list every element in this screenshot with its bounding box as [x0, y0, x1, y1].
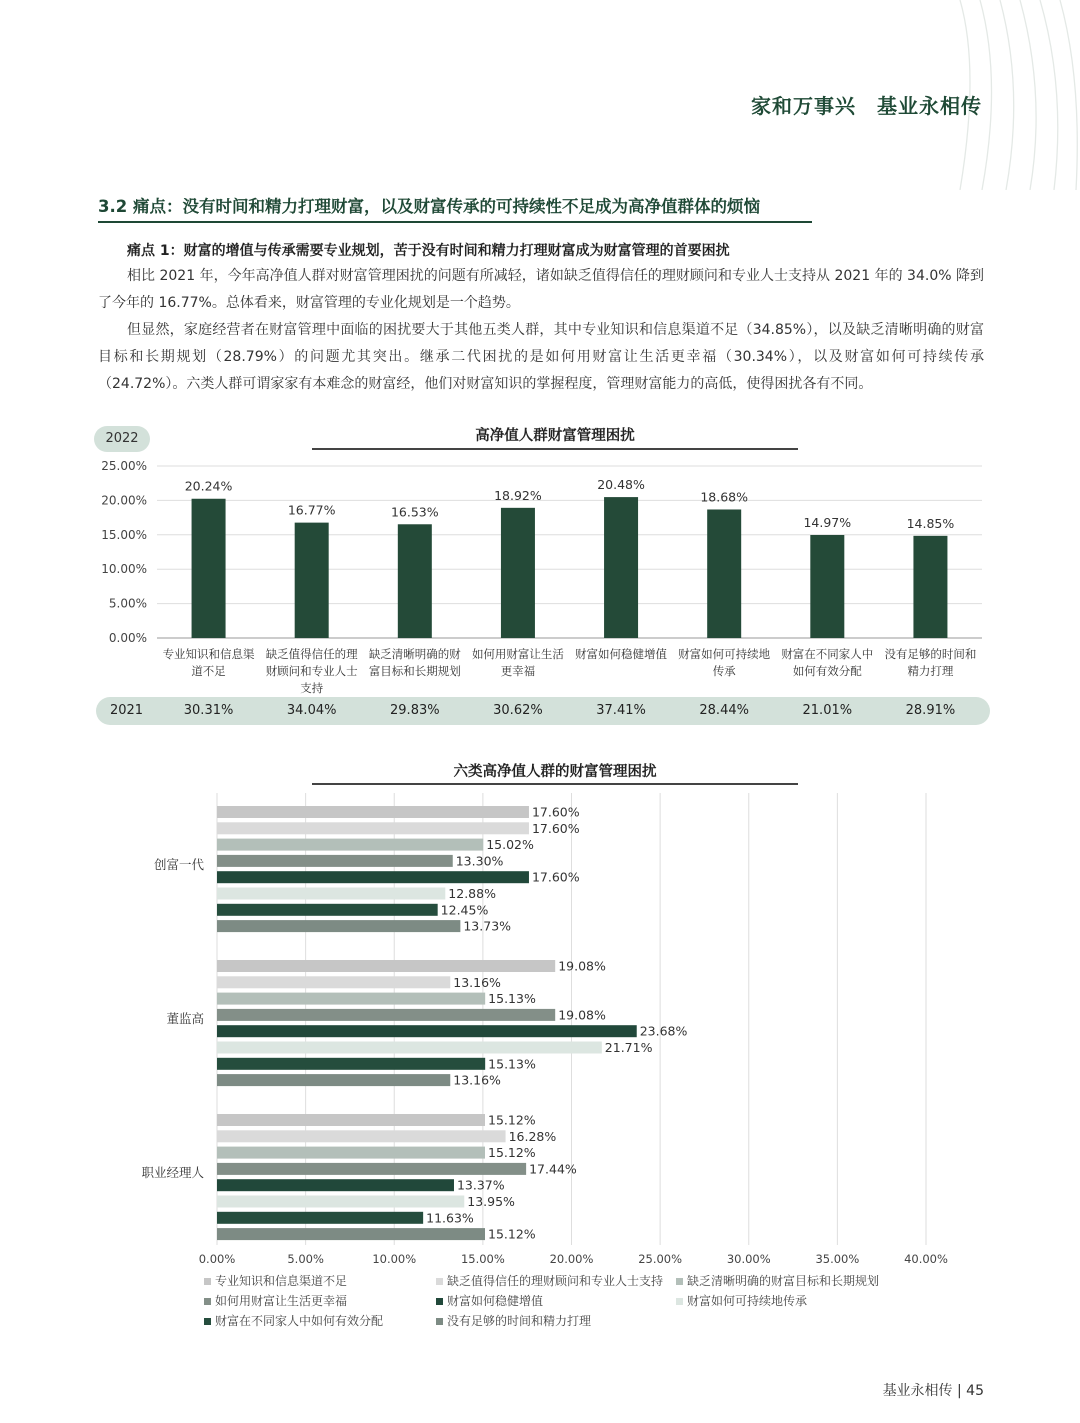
comparison-row-value: 29.83%	[390, 703, 440, 718]
legend-item	[676, 1292, 807, 1309]
legend-item	[436, 1312, 591, 1329]
y-tick-label: 10.00%	[101, 562, 147, 577]
x-category-label: 专业知识和信息渠	[162, 647, 255, 661]
y-tick-label: 5.00%	[108, 596, 147, 611]
hbar-value-label: 13.30%	[455, 853, 504, 869]
hbar-value-label: 13.16%	[453, 974, 501, 990]
x-category-label: 传承	[712, 664, 736, 678]
header-motto: 家和万事兴 基业永相传	[751, 94, 982, 118]
bar-value-label: 18.68%	[700, 489, 749, 505]
comparison-row-label: 2021	[109, 703, 144, 718]
hbar-value-label: 12.45%	[440, 902, 489, 918]
x-tick-label: 40.00%	[904, 1252, 948, 1266]
x-tick-label: 35.00%	[815, 1252, 860, 1266]
group-label: 创富一代	[153, 857, 204, 873]
hbar-value-label: 12.88%	[448, 886, 496, 901]
legend-swatch	[676, 1298, 683, 1305]
x-category-label: 如何用财富让生活	[471, 647, 564, 661]
hbar	[217, 993, 485, 1005]
pain-point-heading: 痛点 1：财富的增值与传承需要专业规划，苦于没有时间和精力打理财富成为财富管理的首要困扰	[127, 243, 730, 259]
x-tick-label: 0.00%	[198, 1252, 236, 1266]
comparison-row-value: 37.41%	[596, 703, 646, 718]
hbar	[217, 1009, 555, 1021]
paragraph-2: 但显然，家庭经营者在财富管理中面临的困扰要大于其他五类人群，其中专业知识和信息渠道不足（34.85%），以及缺乏清晰明确的财富目标和长期规划（28.79%）的问题尤其突出。继承二代困扰的是如何用财富让生活更幸福（30.34%），以及财富如何可持续传承（24.72%）。六类人群可谓家家有本难念的财富经，他们对财富知识的掌握程度，管理财富能力的高低，使得困扰各有不同。	[98, 322, 984, 392]
hbar	[217, 1058, 485, 1070]
hbar-value-label: 17.60%	[531, 869, 580, 885]
hbar	[217, 904, 438, 916]
hbar-value-label: 15.12%	[488, 1112, 536, 1128]
hbar	[217, 1196, 464, 1208]
x-category-label: 财顾问和专业人士	[265, 664, 358, 678]
hbar-value-label: 23.68%	[639, 1023, 688, 1039]
x-tick-label: 10.00%	[372, 1252, 417, 1266]
x-category-label: 如何有效分配	[792, 664, 862, 678]
hbar	[217, 822, 529, 834]
hbar-value-label: 15.13%	[488, 991, 536, 1007]
bar-value-label: 14.85%	[906, 515, 955, 531]
y-tick-label: 20.00%	[101, 493, 147, 508]
bar-chart-title: 高净值人群财富管理困扰	[475, 428, 635, 444]
hbar	[217, 1074, 450, 1086]
x-category-label: 财富如何稳健增值	[575, 647, 668, 661]
group-label: 董监高	[166, 1011, 204, 1027]
x-category-label: 缺乏清晰明确的财	[368, 647, 461, 661]
hbar	[217, 1042, 602, 1054]
x-tick-label: 5.00%	[287, 1252, 324, 1266]
x-tick-label: 20.00%	[549, 1252, 594, 1266]
legend-label: 缺乏值得信任的理财顾问和专业人士支持	[447, 1274, 664, 1288]
comparison-row-value: 34.04%	[286, 703, 337, 718]
hbar	[217, 855, 453, 867]
legend-swatch	[436, 1298, 443, 1305]
hbar	[217, 960, 555, 972]
legend-label: 财富如何可持续地传承	[687, 1294, 808, 1308]
bar-value-label: 20.48%	[597, 477, 645, 493]
x-category-label: 富目标和长期规划	[368, 664, 461, 678]
legend-item	[204, 1292, 347, 1309]
x-tick-label: 15.00%	[460, 1252, 505, 1266]
comparison-row-value: 30.31%	[183, 703, 234, 718]
legend-label: 没有足够的时间和精力打理	[447, 1314, 592, 1328]
bar-value-label: 18.92%	[494, 487, 542, 503]
hbar-value-label: 15.12%	[488, 1226, 536, 1242]
hbar	[217, 888, 445, 900]
hbar	[217, 1163, 526, 1175]
hbar-value-label: 13.16%	[453, 1072, 501, 1088]
legend-label: 专业知识和信息渠道不足	[215, 1274, 348, 1288]
hbar-value-label: 13.37%	[456, 1177, 505, 1193]
hbar	[217, 806, 529, 818]
legend-item	[204, 1312, 383, 1329]
hbar-value-label: 21.71%	[604, 1040, 653, 1055]
hbar-value-label: 15.12%	[488, 1145, 536, 1161]
comparison-row-value: 21.01%	[802, 703, 853, 718]
y-tick-label: 0.00%	[108, 631, 147, 645]
hbar-value-label: 11.63%	[426, 1210, 474, 1226]
hbar	[217, 1130, 506, 1142]
hbar	[217, 920, 460, 932]
legend-item	[436, 1272, 663, 1289]
hbar-value-label: 17.60%	[531, 804, 580, 820]
legend-swatch	[436, 1318, 443, 1325]
hbar-value-label: 19.08%	[558, 1007, 606, 1023]
bar-value-label: 20.24%	[184, 478, 233, 494]
bar-value-label: 16.53%	[390, 504, 439, 520]
hbar	[217, 1212, 423, 1224]
legend-swatch	[204, 1318, 211, 1325]
bar-value-label: 16.77%	[287, 502, 336, 518]
paragraph-1: 相比 2021 年，今年高净值人群对财富管理困扰的问题有所减轻，诸如缺乏值得信任的理财顾问和专业人士支持从 2021 年的 34.0% 降到了今年的 16.77%。总体看来，财富管理的专业化规划是一个趋势。	[98, 268, 984, 311]
y-tick-label: 15.00%	[101, 527, 147, 542]
page-footer: 基业永相传 | 45	[882, 1383, 984, 1399]
x-category-label: 财富如何可持续地	[678, 647, 771, 661]
bar-value-label: 14.97%	[803, 515, 852, 531]
section-title: 3.2 痛点：没有时间和精力打理财富，以及财富传承的可持续性不足成为高净值群体的烦恼	[98, 197, 760, 216]
x-category-label: 道不足	[191, 664, 226, 678]
hbar-value-label: 19.08%	[558, 958, 606, 974]
x-category-label: 财富在不同家人中	[781, 647, 874, 661]
y-tick-label: 25.00%	[101, 459, 147, 473]
comparison-row-value: 28.44%	[699, 703, 749, 718]
group-label: 职业经理人	[141, 1165, 204, 1181]
legend-swatch	[204, 1298, 211, 1305]
hbar-value-label: 16.28%	[508, 1128, 557, 1144]
hbar-value-label: 13.95%	[467, 1194, 515, 1209]
hbar	[217, 1179, 454, 1191]
hbar	[217, 871, 529, 883]
comparison-row-value: 28.91%	[905, 703, 956, 718]
legend-item	[204, 1272, 347, 1289]
legend-label: 缺乏清晰明确的财富目标和长期规划	[687, 1274, 880, 1288]
x-tick-label: 25.00%	[638, 1252, 683, 1266]
hbar	[217, 1228, 485, 1240]
hbar	[217, 839, 483, 851]
hbar	[217, 1114, 485, 1126]
legend-label: 如何用财富让生活更幸福	[215, 1294, 348, 1308]
legend-swatch	[436, 1278, 443, 1285]
hbar-chart-title: 六类高净值人群的财富管理困扰	[453, 764, 657, 780]
hbar-value-label: 15.02%	[486, 837, 534, 853]
hbar-value-label: 13.73%	[463, 918, 512, 934]
x-category-label: 精力打理	[907, 664, 954, 678]
hbar	[217, 1025, 637, 1037]
hbar-value-label: 17.60%	[531, 820, 580, 836]
hbar-value-label: 15.13%	[488, 1056, 536, 1072]
legend-item	[676, 1272, 879, 1289]
legend-swatch	[204, 1278, 211, 1285]
x-category-label: 没有足够的时间和	[884, 647, 977, 661]
legend-label: 财富在不同家人中如何有效分配	[215, 1314, 384, 1328]
x-tick-label: 30.00%	[726, 1252, 771, 1266]
legend-swatch	[676, 1278, 683, 1285]
hbar	[217, 976, 450, 988]
hbar	[217, 1147, 485, 1159]
legend-item	[436, 1292, 543, 1309]
hbar-value-label: 17.44%	[529, 1161, 577, 1177]
x-category-label: 支持	[300, 681, 324, 695]
year-2022-badge: 2022	[94, 426, 150, 452]
x-category-label: 更幸福	[500, 664, 536, 678]
legend-label: 财富如何稳健增值	[447, 1294, 544, 1308]
comparison-row-value: 30.62%	[493, 703, 543, 718]
x-category-label: 缺乏值得信任的理	[265, 647, 358, 661]
